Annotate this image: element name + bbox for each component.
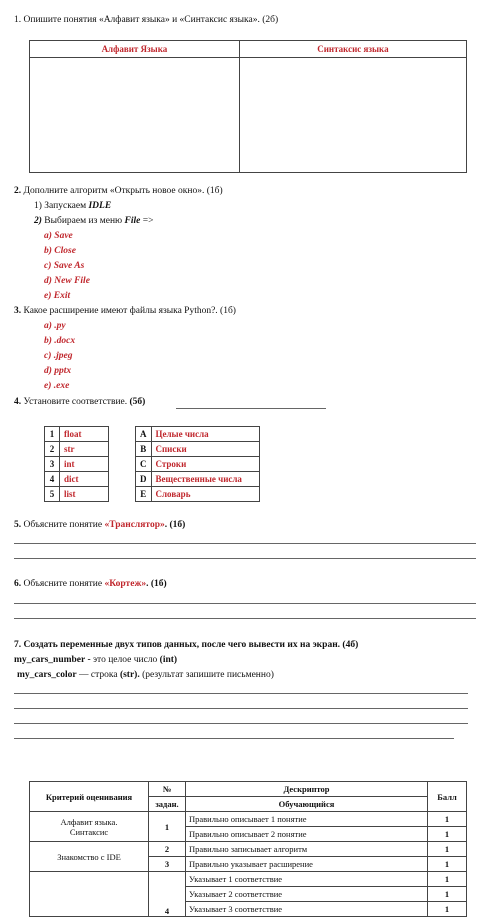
matching-table	[44, 426, 260, 502]
rubric-header-num-2: задан.	[149, 797, 186, 812]
q5-points: . (1б)	[164, 520, 186, 530]
rubric-header-criteria: Критерий оценивания	[30, 782, 149, 812]
q2-step1-bold: IDLE	[88, 201, 112, 211]
q2-step1-pre: 1) Запускаем	[34, 201, 89, 211]
rubric-task-num: 4	[149, 872, 186, 917]
q7-answer-line[interactable]	[14, 738, 454, 739]
matching-letter: C	[136, 457, 152, 472]
q7-line2-type: (str).	[119, 670, 140, 680]
q7-answer-line[interactable]	[14, 693, 468, 694]
matching-row	[45, 487, 260, 502]
question-1-text: 1. Опишите понятия «Алфавит языка» и «Синтаксис языка». (2б)	[14, 15, 279, 25]
rubric-descriptor: Правильно описывает 1 понятие	[186, 812, 428, 827]
question-7: 7. Создать переменные двух типов данных, после чего вывести их на экран. (4б)	[14, 640, 359, 650]
matching-right: Вещественные числа	[151, 472, 260, 487]
matching-gap	[109, 487, 136, 502]
q2-option[interactable]: e) Exit	[44, 291, 71, 301]
q7-line1-text: это целое число	[90, 655, 160, 665]
q2-option[interactable]: a) Save	[44, 231, 73, 241]
answer-cell-syntax[interactable]	[239, 58, 466, 173]
rubric-criterion-3	[30, 872, 149, 917]
rubric-descriptor: Указывает 1 соответствие	[186, 872, 428, 887]
matching-left: str	[60, 442, 109, 457]
q7-answer-line[interactable]	[14, 708, 468, 709]
q3-option[interactable]: e) .exe	[44, 381, 70, 391]
matching-num: 4	[45, 472, 60, 487]
col-alphabet: Алфавит Языка	[30, 41, 240, 58]
q2-option[interactable]: d) New File	[44, 276, 90, 286]
matching-right: Списки	[151, 442, 260, 457]
matching-row	[45, 472, 260, 487]
matching-right: Целые числа	[151, 427, 260, 442]
matching-right: Строки	[151, 457, 260, 472]
rubric-header-num: №	[149, 782, 186, 797]
matching-row	[45, 442, 260, 457]
matching-gap	[109, 427, 136, 442]
col-syntax: Синтаксис языка	[239, 41, 466, 58]
rubric-score: 1	[428, 872, 467, 887]
matching-num: 5	[45, 487, 60, 502]
rubric-header-score: Балл	[428, 782, 467, 812]
q3-option[interactable]: d) pptx	[44, 366, 72, 376]
q4-points: (5б)	[127, 397, 146, 407]
q7-line1-type: (int)	[159, 655, 178, 665]
q5-text: Объясните понятие	[21, 520, 105, 530]
q3-option[interactable]: a) .py	[44, 321, 66, 331]
q6-points: . (1б)	[146, 579, 167, 589]
matching-gap	[109, 457, 136, 472]
q3-option[interactable]: b) .docx	[44, 336, 76, 346]
q6-text: Объясните понятие	[21, 579, 105, 589]
q6-answer-line[interactable]	[14, 603, 476, 604]
rubric-criterion-1a: Алфавит языка.	[60, 816, 118, 827]
rubric-table	[29, 781, 467, 917]
q6-term: «Кортеж»	[104, 579, 147, 589]
q2-step2-num: 2)	[34, 216, 42, 226]
matching-num: 2	[45, 442, 60, 457]
question-3	[14, 306, 236, 316]
rubric-criterion-1	[30, 812, 149, 842]
matching-left: int	[60, 457, 109, 472]
q3-option[interactable]: c) .jpeg	[44, 351, 73, 361]
matching-letter: B	[136, 442, 152, 457]
matching-num: 1	[45, 427, 60, 442]
q7-line-1	[14, 655, 177, 665]
q4-num: 4.	[14, 397, 22, 407]
q2-num: 2.	[14, 186, 22, 196]
question-4	[14, 397, 145, 407]
rubric-score: 1	[428, 902, 467, 917]
q7-answer-line[interactable]	[14, 723, 468, 724]
rubric-header-descriptor: Дескриптор	[186, 782, 428, 797]
q7-line2-var: my_cars_color	[17, 670, 77, 680]
matching-row	[45, 457, 260, 472]
rubric-score: 1	[428, 812, 467, 827]
q7-line-2	[17, 670, 274, 680]
rubric-header-learner: Обучающийся	[186, 797, 428, 812]
q2-step2-bold: File	[124, 216, 141, 226]
q3-text: Какое расширение имеют файлы языка Python?. (1б)	[21, 306, 236, 316]
q6-num: 6.	[14, 579, 22, 589]
q7-line2-note: (результат запишите письменно)	[139, 670, 274, 680]
rubric-score: 1	[428, 842, 467, 857]
rubric-task-num: 1	[149, 812, 186, 842]
matching-letter: D	[136, 472, 152, 487]
answer-cell-alphabet[interactable]	[30, 58, 240, 173]
q2-option[interactable]: c) Save As	[44, 261, 85, 271]
rubric-task-num: 2	[149, 842, 186, 857]
matching-row	[45, 427, 260, 442]
rubric-score: 1	[428, 887, 467, 902]
q2-step2-pre: Выбираем из меню	[41, 216, 125, 226]
matching-right: Словарь	[151, 487, 260, 502]
q6-answer-line[interactable]	[14, 618, 476, 619]
matching-gap	[109, 472, 136, 487]
q2-text: Дополните алгоритм «Открыть новое окно». (1б)	[21, 186, 223, 196]
matching-letter: E	[136, 487, 152, 502]
question-6	[14, 579, 167, 589]
q7-line2-text: — строка	[76, 670, 120, 680]
rubric-descriptor: Правильно описывает 2 понятие	[186, 827, 428, 842]
q4-answer-line[interactable]	[176, 408, 326, 409]
question-2	[14, 186, 223, 196]
q5-answer-line[interactable]	[14, 543, 476, 544]
matching-left: list	[60, 487, 109, 502]
q4-text: Установите соответствие.	[21, 397, 128, 407]
matching-left: float	[60, 427, 109, 442]
matching-num: 3	[45, 457, 60, 472]
rubric-criterion-2: Знакомство с IDE	[30, 842, 149, 872]
matching-left: dict	[60, 472, 109, 487]
q5-answer-line[interactable]	[14, 558, 476, 559]
matching-letter: A	[136, 427, 152, 442]
rubric-descriptor: Указывает 2 соответствие	[186, 887, 428, 902]
q2-step-2	[34, 216, 153, 226]
rubric-descriptor: Указывает 3 соответствие	[186, 902, 428, 917]
rubric-descriptor: Правильно указывает расширение	[186, 857, 428, 872]
q2-step-1	[34, 201, 111, 211]
question-5	[14, 520, 185, 530]
rubric-criterion-1b: Синтаксис	[69, 826, 109, 837]
rubric-score: 1	[428, 857, 467, 872]
rubric-task-num: 3	[149, 857, 186, 872]
q3-num: 3.	[14, 306, 22, 316]
q2-step2-arrow: =>	[140, 216, 154, 226]
matching-gap	[109, 442, 136, 457]
question-1	[14, 15, 278, 25]
rubric-descriptor: Правильно записывает алгоритм	[186, 842, 428, 857]
rubric-score: 1	[428, 827, 467, 842]
q5-num: 5.	[14, 520, 22, 530]
q7-line1-var: my_cars_number -	[14, 655, 91, 665]
q5-term: «Транслятор»	[104, 520, 165, 530]
alphabet-syntax-table	[29, 40, 467, 173]
q2-option[interactable]: b) Close	[44, 246, 76, 256]
